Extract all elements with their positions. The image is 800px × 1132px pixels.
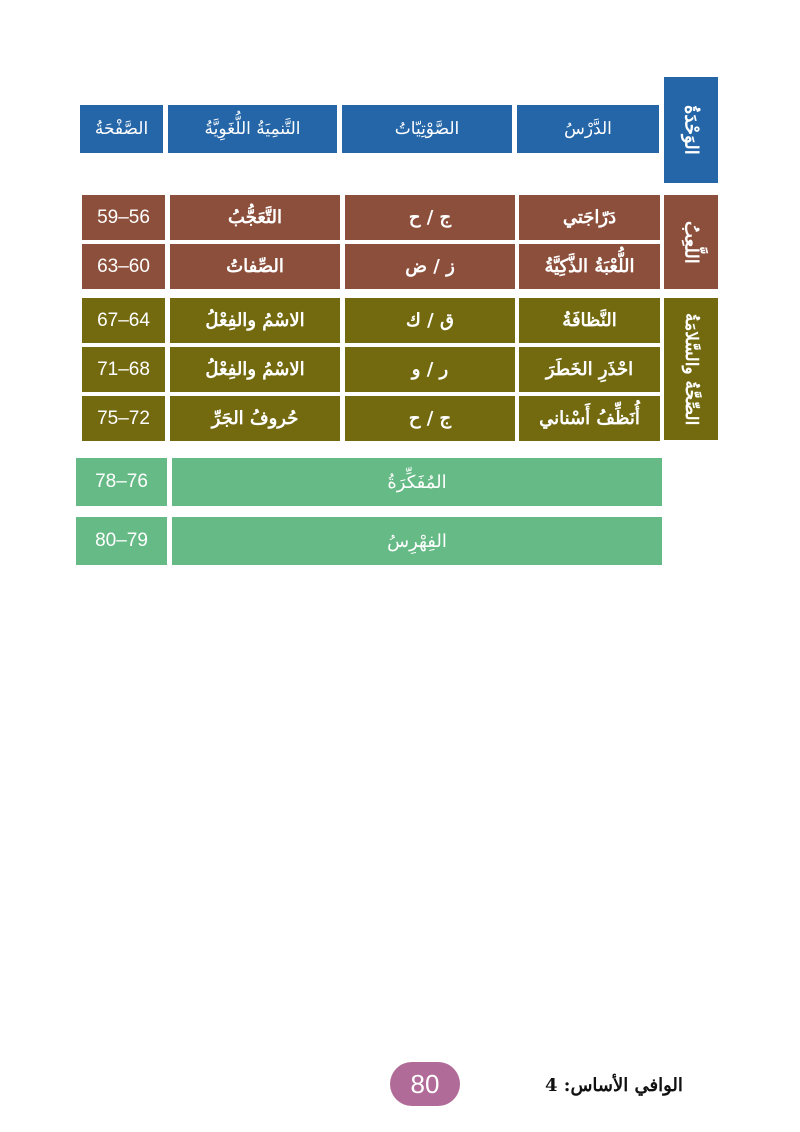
table-row-3-lesson	[519, 298, 660, 343]
table-row-1-sounds	[345, 195, 515, 240]
table-row-1-lesson	[519, 195, 660, 240]
unit-play-label: اللَّعِبُ	[680, 220, 702, 264]
extra-notebook	[172, 458, 662, 506]
table-row-4-lesson	[519, 347, 660, 392]
header-page	[80, 105, 163, 153]
table-row-3-development	[170, 298, 340, 343]
lesson-label: اللُّعْبَةُ الذَّكِيَّةُ	[544, 256, 635, 277]
lesson-label: أُنَظِّفُ أَسْناني	[539, 408, 640, 429]
pages-label: 75–72	[97, 407, 150, 429]
table-row-1-development	[170, 195, 340, 240]
header-language-development-label: التَّنمِيَةُ اللُّغَوِيَّةُ	[204, 119, 301, 139]
page-number-badge: 80	[390, 1062, 460, 1106]
header-lesson-label: الدَّرْسُ	[564, 119, 612, 139]
pages-label: 63–60	[97, 255, 150, 277]
sounds-label: ق / ك	[406, 310, 454, 331]
header-phonetics-label: الصَّوْتِيّاتُ	[394, 119, 460, 139]
pages-label: 67–64	[97, 309, 150, 331]
extra-index-pages	[76, 517, 167, 565]
unit-play	[664, 195, 718, 289]
development-label: الاسْمُ والفِعْلُ	[205, 359, 305, 380]
extra-notebook-pages	[76, 458, 167, 506]
lesson-label: احْذَرِ الخَطَرَ	[545, 359, 634, 380]
table-row-5-development	[170, 396, 340, 441]
table-row-5-pages	[82, 396, 165, 441]
table-row-3-sounds	[345, 298, 515, 343]
extra-notebook-pages-label: 78–76	[95, 471, 148, 492]
extra-index	[172, 517, 662, 565]
header-phonetics	[342, 105, 512, 153]
header-page-label: الصَّفْحَةُ	[94, 119, 149, 139]
table-row-2-development	[170, 244, 340, 289]
table-row-1-pages	[82, 195, 165, 240]
pages-label: 71–68	[97, 358, 150, 380]
table-row-4-development	[170, 347, 340, 392]
lesson-label: دَرّاجَتي	[562, 207, 617, 228]
extra-index-label: الفِهْرِسُ	[387, 530, 447, 552]
development-label: التَّعَجُّبُ	[228, 207, 282, 228]
table-row-2-sounds	[345, 244, 515, 289]
sounds-label: ز / ض	[405, 256, 455, 277]
table-row-4-pages	[82, 347, 165, 392]
extra-index-pages-label: 80–79	[95, 530, 148, 551]
header-lesson	[517, 105, 659, 153]
extra-notebook-label: المُفَكِّرَةُ	[387, 471, 447, 493]
header-language-development	[168, 105, 337, 153]
sounds-label: ج / ح	[408, 207, 452, 228]
development-label: الاسْمُ والفِعْلُ	[205, 310, 305, 331]
lesson-label: النَّظافَةُ	[562, 310, 617, 331]
table-row-4-sounds	[345, 347, 515, 392]
sounds-label: ج / ح	[408, 408, 452, 429]
header-unit	[664, 77, 718, 183]
table-row-2-lesson	[519, 244, 660, 289]
table-row-2-pages	[82, 244, 165, 289]
development-label: حُروفُ الجَرِّ	[211, 408, 299, 429]
pages-label: 59–56	[97, 206, 150, 228]
table-row-5-sounds	[345, 396, 515, 441]
book-title: الوافي الأساس: 4	[545, 1074, 683, 1096]
unit-health-safety	[664, 298, 718, 440]
table-row-5-lesson	[519, 396, 660, 441]
unit-health-safety-label: الصِّحَّةُ والسَّلامَةُ	[681, 312, 701, 426]
sounds-label: ر / و	[411, 359, 449, 380]
development-label: الصِّفاتُ	[226, 256, 284, 277]
header-unit-label: الوَحْدَةُ	[680, 105, 702, 155]
table-row-3-pages	[82, 298, 165, 343]
